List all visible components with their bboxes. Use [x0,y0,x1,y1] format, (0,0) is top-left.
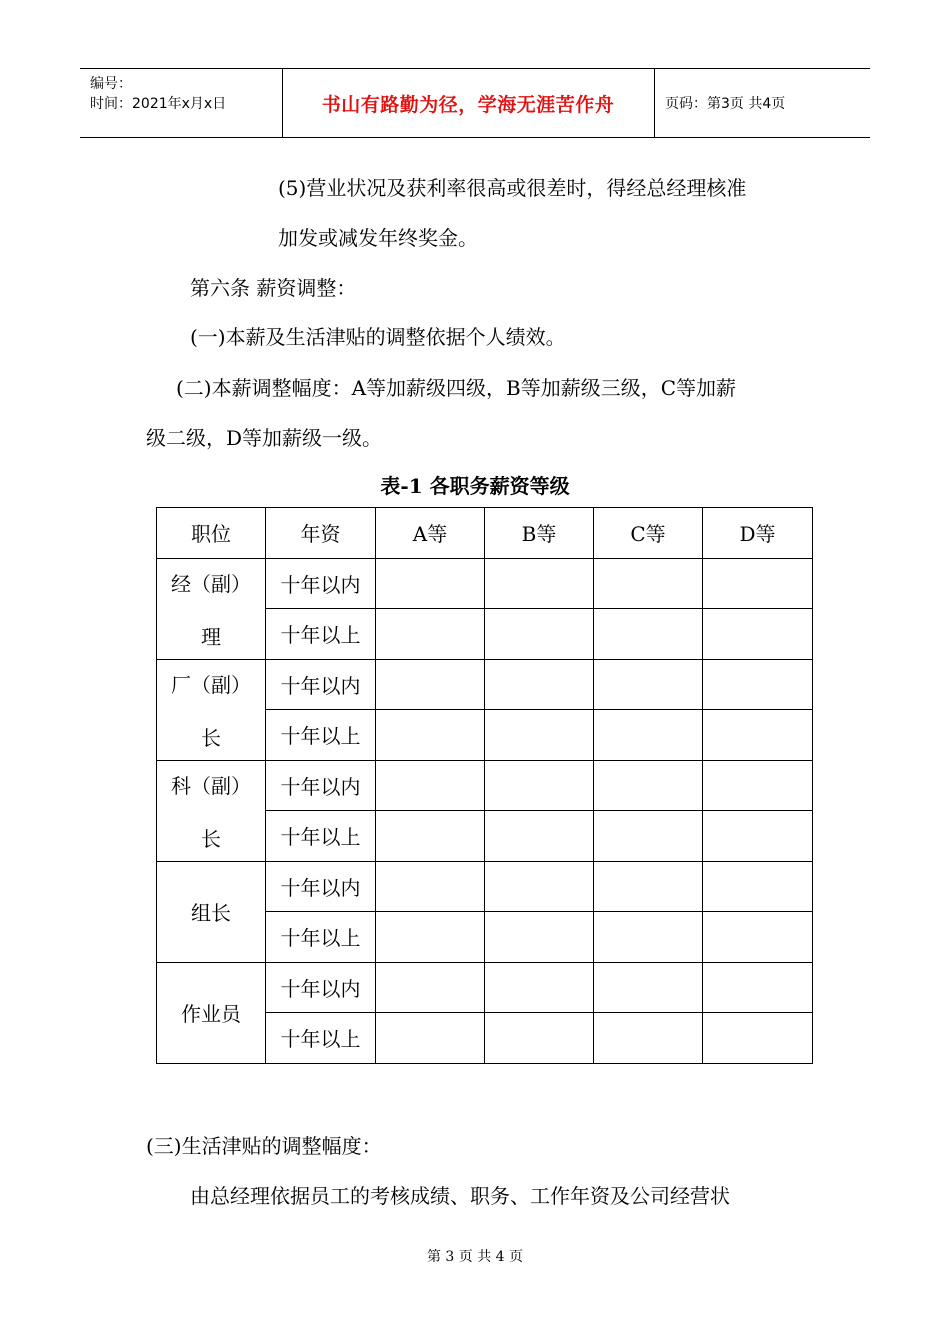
header-grade-a: A等 [376,508,485,559]
grade-cell [376,609,485,660]
grade-cell [485,962,594,1013]
header-motto: 书山有路勤为径，学海无涯苦作舟 [321,93,615,116]
paragraph-5-line1: (5)营业状况及获利率很高或很差时，得经总经理核准 [278,176,747,200]
item-3-heading: (三)生活津贴的调整幅度： [146,1134,382,1158]
grade-cell [376,659,485,710]
grade-cell [376,912,485,963]
tenure-cell: 十年以内 [266,760,376,811]
paragraph-5-line2: 加发或减发年终奖金。 [278,226,478,250]
position-label-cont: 长 [201,725,221,750]
header-grade-d: D等 [703,508,813,559]
grade-cell [594,659,703,710]
grade-cell [594,1013,703,1064]
grade-cell [594,912,703,963]
grade-cell [485,811,594,862]
position-label: 科（副） [171,773,251,798]
position-label: 经（副） [171,571,251,596]
grade-cell [594,609,703,660]
article-6-heading: 第六条 薪资调整： [190,276,357,300]
table-caption: 表-1 各职务薪资等级 [380,474,570,498]
document-date: 时间：2021年x月x日 [90,96,227,112]
item-2-line2: 级二级，D等加薪级一级。 [146,426,383,450]
table-header-row [157,508,813,559]
header-tenure: 年资 [266,508,376,559]
header-page-code: 页码：第3页 共4页 [665,96,786,112]
grade-cell [594,760,703,811]
grade-cell [485,609,594,660]
header-motto-cell [282,69,655,137]
grade-cell [376,710,485,761]
document-number-label: 编号： [90,76,132,92]
tenure-cell: 十年以上 [266,710,376,761]
header-grade-c: C等 [594,508,703,559]
header-position: 职位 [157,508,266,559]
grade-cell [376,962,485,1013]
grade-cell [485,1013,594,1064]
grade-cell [594,710,703,761]
grade-cell [703,811,813,862]
grade-cell [376,1013,485,1064]
tenure-cell: 十年以上 [266,811,376,862]
grade-cell [703,962,813,1013]
grade-cell [485,558,594,609]
position-label: 厂（副） [171,672,251,697]
tenure-cell: 十年以上 [266,912,376,963]
tenure-cell: 十年以内 [266,861,376,912]
position-cell [157,659,266,760]
position-cell: 作业员 [157,962,266,1063]
table-row [157,659,813,710]
grade-cell [485,710,594,761]
grade-cell [485,861,594,912]
grade-cell [703,861,813,912]
table-row [157,760,813,811]
salary-grade-table [156,507,813,1064]
tenure-cell: 十年以上 [266,609,376,660]
grade-cell [376,558,485,609]
item-2-line1: (二)本薪调整幅度：A等加薪级四级，B等加薪级三级，C等加薪 [176,376,737,400]
item-1-text: (一)本薪及生活津贴的调整依据个人绩效。 [190,325,566,349]
grade-cell [703,659,813,710]
grade-cell [703,760,813,811]
table-row [157,558,813,609]
header-page-cell [655,69,870,137]
position-label-cont: 理 [201,624,221,649]
grade-cell [376,760,485,811]
item-3-text: 由总经理依据员工的考核成绩、职务、工作年资及公司经营状 [190,1184,730,1208]
grade-cell [594,811,703,862]
position-cell [157,558,266,659]
tenure-cell: 十年以内 [266,558,376,609]
tenure-cell: 十年以内 [266,962,376,1013]
grade-cell [594,558,703,609]
grade-cell [703,558,813,609]
header-grade-b: B等 [485,508,594,559]
grade-cell [376,861,485,912]
grade-cell [485,659,594,710]
header-meta-cell [80,69,283,137]
grade-cell [376,811,485,862]
grade-cell [485,760,594,811]
tenure-cell: 十年以上 [266,1013,376,1064]
grade-cell [703,710,813,761]
grade-cell [703,609,813,660]
grade-cell [485,912,594,963]
position-label-cont: 长 [201,826,221,851]
table-row [157,861,813,912]
grade-cell [703,912,813,963]
grade-cell [594,962,703,1013]
position-cell: 组长 [157,861,266,962]
page-footer: 第 3 页 共 4 页 [426,1249,524,1265]
position-cell [157,760,266,861]
tenure-cell: 十年以内 [266,659,376,710]
grade-cell [703,1013,813,1064]
page-header [80,68,870,138]
grade-cell [594,861,703,912]
table-row [157,962,813,1013]
